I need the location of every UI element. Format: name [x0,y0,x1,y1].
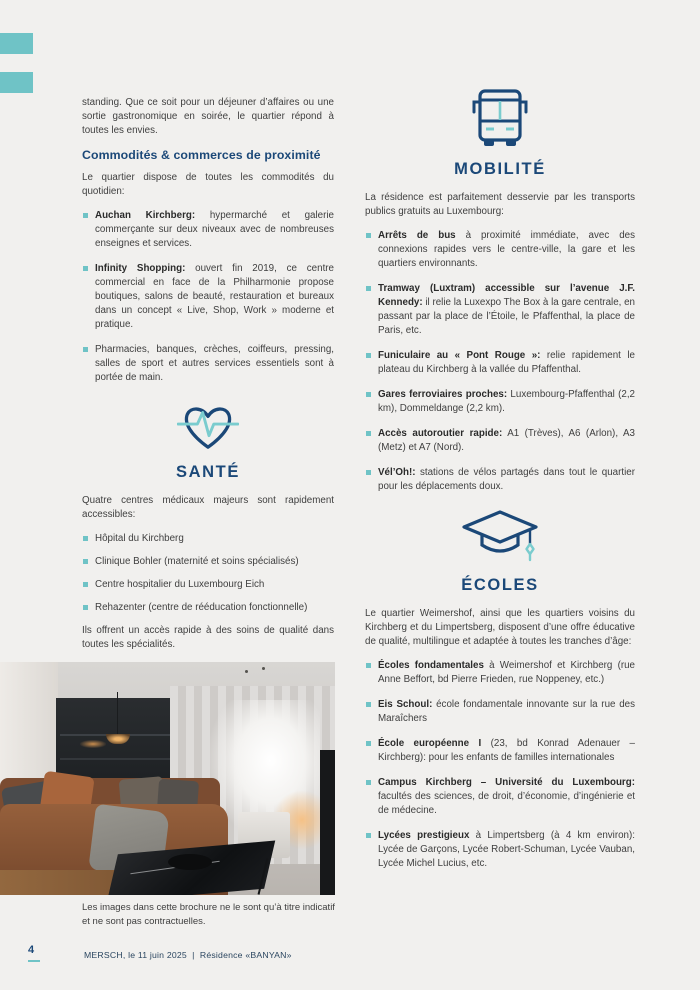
list-item: École européenne I (23, bd Konrad Adenauer – Kirchberg): pour les enfants de familles internationales [365,737,635,765]
square-bullet-icon [83,213,88,218]
sante-outro: Ils offrent un accès rapide à des soins de qualité dans toutes les spécialités. [82,625,334,650]
sante-lead: Quatre centres médicaux majeurs sont rapidement accessibles: [82,495,334,520]
page-number-underline [28,960,40,962]
list-item: Lycées prestigieux à Limpertsberg (à 4 km environ): Lycée de Garçons, Lycée Robert-Schuman, Lycée Vauban, Lycée Michel Lucius, etc. [365,829,635,871]
commodites-lead: Le quartier dispose de toutes les commodités du quotidien: [82,172,334,197]
square-bullet-icon [83,559,88,564]
list-item: Eis Schoul: école fondamentale innovante sur la rue des Maraîchers [365,698,635,726]
square-bullet-icon [83,536,88,541]
square-bullet-icon [83,582,88,587]
sante-title: SANTÉ [176,463,240,481]
page-number: 4 [28,944,35,956]
ecoles-lead: Le quartier Weimershof, ainsi que les quartiers voisins du Kirchberg et du Limpertsberg, disposent d’une offre éducative de qualité, multilingue et adaptée à toutes les tranches d’âge: [365,608,635,647]
mobilite-lead: La résidence est parfaitement desservie par les transports publics gratuits au Luxembourg: [365,192,635,217]
corner-accent-bar-bottom [0,72,33,93]
heart-pulse-icon [177,399,239,453]
mobilite-title: MOBILITÉ [454,160,546,178]
list-item: Infinity Shopping: ouvert fin 2019, ce centre commercial en face de la Philharmonie propose boutiques, salons de beauté, restauration et bureaux dans un concept « Live, Shop, Work » moderne et pratique. [82,262,334,332]
list-item: Pharmacies, banques, crèches, coiffeurs, pressing, salles de sport et autres services essentiels sont à portée de main. [82,343,334,385]
square-bullet-icon [366,663,371,668]
list-item: Tramway (Luxtram) accessible sur l’avenue J.F. Kennedy: il relie la Luxexpo The Box à la gare centrale, en passant par la place de l’Étoile, le Pfaffenthal, la place de Paris, etc. [365,282,635,338]
commodites-heading: Commodités & commerces de proximité [82,148,321,162]
intro-paragraph: standing. Que ce soit pour un déjeuner d’affaires ou une sortie gastronomique en soirée, le quartier répond à toutes les envies. [82,97,334,136]
square-bullet-icon [366,353,371,358]
square-bullet-icon [366,702,371,707]
list-item: Hôpital du Kirchberg [82,532,334,546]
list-item: Funiculaire au « Pont Rouge »: relie rapidement le plateau du Kirchberg à la vallée du Pfaffenthal. [365,349,635,377]
list-item: Gares ferroviaires proches: Luxembourg-Pfaffenthal (2,2 km), Dommeldange (2,2 km). [365,388,635,416]
square-bullet-icon [366,286,371,291]
corner-accent-bar-top [0,33,33,54]
ecoles-icon-wrap [365,508,635,566]
square-bullet-icon [366,780,371,785]
footer-text: MERSCH, le 11 juin 2025 | Résidence «BANYAN» [84,950,292,960]
photo-cabinet-light [80,740,106,748]
list-item: Rehazenter (centre de rééducation fonctionnelle) [82,601,334,615]
living-room-photo [0,662,335,895]
photo-bowl [168,854,212,870]
square-bullet-icon [366,233,371,238]
square-bullet-icon [366,392,371,397]
square-bullet-icon [366,431,371,436]
list-item: Clinique Bohler (maternité et soins spécialisés) [82,555,334,569]
photo-ceiling-spot [262,667,265,670]
list-item: Arrêts de bus à proximité immédiate, avec des connexions rapides vers le centre-ville, la gare et les quartiers environnants. [365,229,635,271]
bus-icon [464,88,536,150]
list-item: Vél’Oh!: stations de vélos partagés dans tout le quartier pour les déplacements doux. [365,466,635,494]
photo-shelf-line [60,758,170,760]
list-item: Écoles fondamentales à Weimershof et Kirchberg (rue Anne Beffort, bd Pierre Frieden, rue Noppeney, etc.) [365,659,635,687]
right-column [365,88,635,882]
photo-pendant-cord [117,692,118,734]
square-bullet-icon [83,266,88,271]
photo-caption: Les images dans cette brochure ne le sont qu’à titre indicatif et ne sont pas contractuelles. [82,902,335,927]
ecoles-title: ÉCOLES [461,576,539,594]
list-item: Auchan Kirchberg: hypermarché et galerie commerçante sur deux niveaux avec de nombreuses enseignes et services. [82,209,334,251]
square-bullet-icon [83,347,88,352]
mobilite-icon-wrap [365,88,635,150]
list-item: Centre hospitalier du Luxembourg Eich [82,578,334,592]
square-bullet-icon [83,605,88,610]
list-item: Accès autoroutier rapide: A1 (Trèves), A6 (Arlon), A3 (Metz) et A7 (Nord). [365,427,635,455]
square-bullet-icon [366,833,371,838]
square-bullet-icon [366,470,371,475]
square-bullet-icon [366,741,371,746]
left-column [82,96,334,662]
photo-tv-edge [320,750,335,895]
sante-icon-wrap [82,399,334,453]
graduation-cap-icon [458,508,542,566]
photo-ceiling-spot [245,670,248,673]
list-item: Campus Kirchberg – Université du Luxembourg: facultés des sciences, de droit, d’économie, d’ingénierie et de médecine. [365,776,635,818]
